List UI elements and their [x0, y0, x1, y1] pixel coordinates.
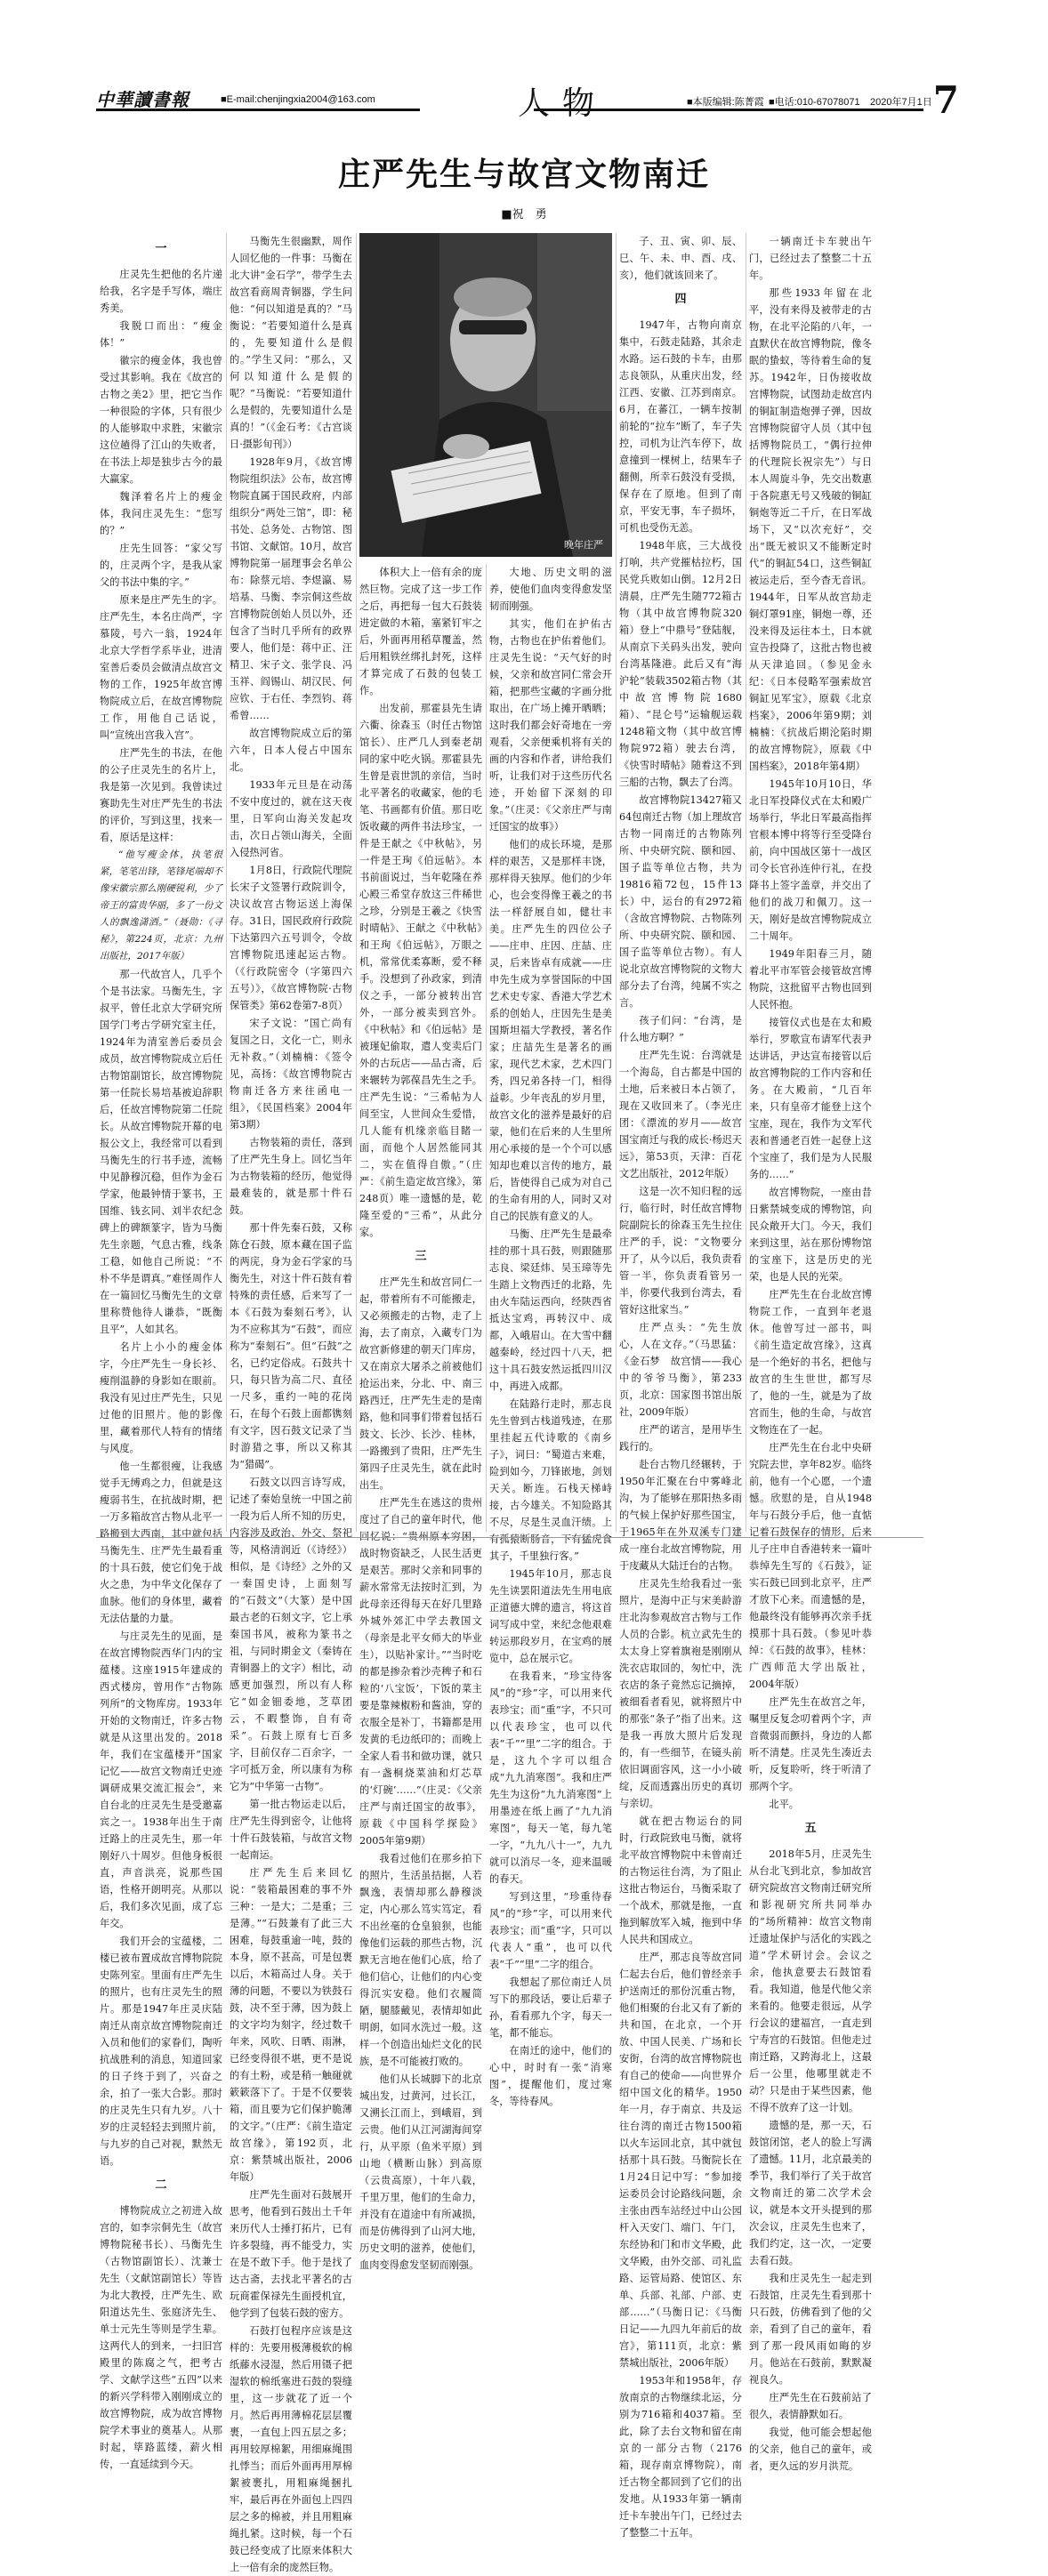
- article-paragraph: 接管仪式也是在太和殿举行，罗歌宣布请军代表尹达讲话，尹达宣布接管以后故宫博物院的工作内容和任务。在大殿前，“几百年来，只有皇帝才能登上这个宝座，现在，我作为文军代表和普通老百姓一起登上这个宝座了，我们是为人民服务的……”: [749, 1017, 872, 1180]
- article-paragraph: 1928年9月，《故宫博物院组织法》公布，故宫博物院直属于国民政府，内部组织分“两处三馆”，即：秘书处、总务处、古物馆、图书馆、文献馆。10月，故宫博物院第一届理事会名单公布：除蔡元培、李煜瀛、易培基、马衡、李宗侗这些故宫博物院创始人员以外，还包含了当时几乎所有的政界要人，他们是：蒋中正、汪精卫、宋子文、张学良、冯玉祥、阎锡山、胡汉民、何应钦、于右任、李烈钧、蒋希曾……: [230, 456, 352, 721]
- article-paragraph: 在南迁的途中，他们的心中，时时有一张“消寒图”，提醒他们，度过寒冬，等待春风。: [489, 2045, 612, 2107]
- article-paragraph: 庄严先生的书法，在他的公子庄灵先生的名片上，我是第一次见到。我曾读过赛助先生对庄严先生的书法的评价，写到这里，找来一看，原话是这样：: [100, 747, 222, 843]
- article-paragraph: 徽宗的瘦金体，我也曾受过其影响。我在《故宫的古物之美2》里，把它当作一种很险的字体，只有很少的人能够取中求胜，宋徽宗这位趟得了江山的失败者，在书法上却是独步古今的最大赢家。: [100, 355, 222, 485]
- article-paragraph: 庄严先生后来回忆说：“装箱最困难的事不外三种：一是大；二是重；三是薄。”“石鼓兼有了此三大困难，每鼓重逾一吨，鼓的本身，原不甚高，可是包裹以后，木箱高过人身。关于薄的问题，不要以为铁鼓石鼓，决不至于薄，因为鼓上的文字均为刻字，经过数千年来，风吹、日晒、雨淋，已经变得很不堪，更不是说的有土粉，或是稍一触碰就簌簌落下了。于是不仅要装箱，而且要为它们保护脆薄的文字。”（庄严：《前生造定故宫缘》，第192页，北京：紫禁城出版社，2006年版）: [230, 1867, 352, 2183]
- article-paragraph: 庄灵先生给我看过一张照片，是海中正与宋美龄游庄北沟参观故宫古物与工作人员的合影。杭立武先生的太太身上穿着旗袍是刚刚从洗衣店取回的，匆忙中，洗衣店的条子竟然忘记摘掉，被细看者看见，就将照片中的那张“条子”指了出来。这是我一再放大照片后发现的，有一些细节，在镜头前依旧调面容风，这一小小破绽，反而透露出历史的真切与亲切。: [619, 1578, 742, 1809]
- article-column-1: [100, 233, 222, 2470]
- photo-caption: 晚年庄严: [564, 540, 603, 551]
- article-paragraph: “他写瘦金体，执笔很紧，笔笔出锋，笔锋尾端却不像宋徽宗那么刚硬锐利，少了帝王的富贵华丽，多了一份文人的飘逸潇洒。”（聂勋：《寻秘》，第224页，北京：九州出版社，2017年版）: [100, 849, 222, 962]
- article-paragraph: 一辆南迁卡车驶出午门，已经过去了整整二十五年。: [749, 236, 872, 281]
- article-paragraph: 第一批古物运走以后，庄严先生得到密令，让他将十件石鼓装箱，与故宫文物一起南运。: [230, 1799, 352, 1861]
- section-heading: 四: [674, 293, 687, 306]
- page-bottom-rule: [96, 1537, 923, 1538]
- article-paragraph: 1953年和1958年，存放南京的古物继续北运，分别为716箱和4037箱。至此，除了去台文物和留在南京的一部分古物（2176箱，现存南京博物院），南迁古物全都回到了它们的出发地。从1933年第一辆南迁卡车驶出午门，已经过去了整整二十五年。: [619, 2375, 742, 2539]
- editor-email: ■E-mail:chenjingxia2004@163.com: [221, 94, 375, 105]
- masthead-rule-right: [534, 109, 923, 111]
- article-column-5: [619, 233, 742, 2539]
- article-paragraph: 在陆路行走时，那志良先生曾到古栈道残迹，在那里挂起五代诗歌的《南乡子》，词曰：“蜀道古来难，险到如今，刀锋嵌地，剑划天关。断连。石栈天梯峙接，古今雄关。不知险路其不尽，尽是生灵血汗绩。上有孤猿断肠音，下有猛虎食其子，千里独行客。”: [489, 1398, 612, 1562]
- article-paragraph: 庄先生回答：“家父写的，庄灵两个字，是我从家父的书法中集的字。”: [100, 543, 222, 588]
- article-paragraph: 他一生都很瘦，让我感觉手无缚鸡之力，但就是这瘦弱书生，在抗战时期，把一万多箱故宫古物从北平一路搬到大西南，其中就包括马衡先生、庄严先生最看重的十具石鼓，使它们免于战火之患，为中华文化保存了血脉。他们的身体里，藏着无法估量的力量。: [100, 1461, 222, 1624]
- article-paragraph: 1月8日，行政院代理院长宋子文签署行政院训令，决议故宫古物运送上海保存。31日，国民政府行政院下达第四六五号训令，令故宫博物院迅速起运古物。（《行政院密令（字第四六五号）》，《故宫博物院·古物保管类》第62卷第7-8页）: [230, 865, 352, 1011]
- article-paragraph: 魏泽着名片上的瘦金体，我问庄灵先生：“您写的？”: [100, 491, 222, 536]
- article-paragraph: 1949年阳春三月，随着北平市军管会接管故宫博物院，这批留平古物也回到人民怀抱。: [749, 948, 872, 1010]
- article-paragraph: 我脱口而出：“瘦金体！”: [100, 320, 222, 349]
- article-paragraph: 庄严先生在石鼓前站了很久，表情静默如石。: [749, 2392, 872, 2420]
- article-column-4: [489, 564, 612, 2107]
- article-paragraph: 在我看来，“珍宝待客风”的“珍”字，可以用来代表珍宝；而“重”字，不只可以代表珍宝，也可以代表“千”“里”二字的组合。于是，这九个字可以组合成“九九消寒图”。我和庄严先生为这份“九九消寒图”上用墨迹在纸上画了“九九消寒图”，每天一笔，每九笔一字，“九九八十一”，九九就可以消尽一冬，迎来温暖的春天。: [489, 1670, 612, 1885]
- article-paragraph: 古物装箱的责任，落到了庄严先生身上。回忆当年为古物装箱的经历，他觉得最难装的，就是那十件石鼓。: [230, 1137, 352, 1216]
- article-paragraph: 名片上小小的瘦金体字，今庄严先生一身长衫、瘦削温静的身影如在眼前。我没有见过庄严先生，只见过他的旧照片。他的影像里，藏着那代人特有的情绪与风度。: [100, 1341, 222, 1454]
- article-paragraph: 庄严先生面对石鼓展开思考，他看到石鼓出土千年来历代人士捶打拓片，已有许多裂缝，再不能受力，实在是不敢下手。他于是找了达古斋，去找北平著名的古玩商霍保禄先生面授机宜，他学到了包装石鼓的密方。: [230, 2189, 352, 2319]
- article-paragraph: 庄严先生在台北中央研究院去世，享年82岁。临终前，他有一个心愿，一个遗憾。欣慰的是，自从1948年与石鼓分手后，他一直惦记着石鼓保存的情形，后来儿子庄申自香港转来一篇叶恭绰先生写的《石鼓》，证实石鼓已回到北京平，庄严才放下心来。而遗憾的是，他最终没有能够再次亲手抚摸那十具石鼓。（参见叶恭绰：《石鼓的故事》，桂林：广西师范大学出版社，2004年版）: [749, 1442, 872, 1690]
- page-editor: ■本版编辑:陈菁霞: [687, 97, 764, 108]
- article-column-6: [749, 233, 872, 2472]
- article-paragraph: 孩子们问：“台湾，是什么地方啊？”: [619, 1015, 742, 1043]
- article-paragraph: 我和庄灵先生一起走到石鼓馆，庄灵先生看到那十只石鼓，仿佛看到了他的父亲，看到了自己的童年，看到了那一段风雨如晦的岁月。他站在石鼓前，默默凝视良久。: [749, 2273, 872, 2386]
- article-paragraph: 故宫博物院13427箱又64包南迁古物（加上理故宫古物一同南迁的古物陈列所、中央研究院、颐和园、国子监等单位古物，共为19816箱72包，15件13长）中，运台的有2972箱（含故宫博物院、古物陈列所、中央研究院、颐和园、国子监等单位古物）。有人说北京故宫博物院的文物大部分去了台湾，纯属不实之言。: [619, 794, 742, 1009]
- section-heading: 一: [155, 242, 167, 255]
- article-paragraph: 1947年，古物向南京集中，石鼓走陆路，其余走水路。运石鼓的卡车，由那志良领队，从重庆出发，经江西、安徽、江苏到南京。6月，在蕃江，一辆车按制前轮的“拉车”断了，车子失控，司机为让汽车停下，故意撞到一棵树上，结果车子翻侧，所幸石鼓没有受损，保存在了原地。但到了南京，平安无事，车子损坏，可机也受伤无恙。: [619, 319, 742, 534]
- article-paragraph: 那些1933年留在北平，没有来得及被带走的古物，在北平沦陷的八年，一直默伏在故宫博物院，像冬眠的蛰蚁，等待着生命的复苏。1942年，日伪接收故宫博物院，试图劫走故宫内的铜缸制造炮弹子弹，因故宫博物院留守人员（其中包括博物院员工，“偶行拉伸的代理院长祝宗先”）与日本人周旋斗争，先交出数惠于各院惠无号又残破的铜缸铜炮等近二千斤，在日军战场下，又“以次充好”，交出“既无被识又不能断定时代”的铜缸54口，这些铜缸被运走后，至今杳无音讯。1944年，日军从故宫劫走铜灯罩91座，铜炮一尊，还没来得及运往本土，日本就宣告投降了，这批古物也被从天津追回。（参见金永纪：《日本侵略军强索故宫铜缸见军宝》，原载《北京档案》，2006年第9期；刘楠楠：《抗战后期沦陷时期的故宫博物院》，原载《中国档案》，2018年第4期）: [749, 287, 872, 772]
- article-paragraph: 石鼓文以四言诗写成，记述了秦始皇统一中国之前一段为后人所不知的历史，内容涉及政治、外交、祭祀等，风格清润近（《诗经》）相似，是《诗经》之外的又一秦国史诗，上面刻写的“石鼓文”（大篆）是中国最古老的石刻文字，它上承秦国书风，被称为篆书之祖，与同时期金文（秦铸在青铜器上的文字）相比，动感更加强烈，所以有人称它“如金钿委地，芝草团云，不暇整饰，自有奇采”。石鼓上原有七百多字，目前仅存二百余字，一字可抵万金，所以康有为称它为“中华第一古物”。: [230, 1477, 352, 1792]
- article-paragraph: 原来是庄严先生的字。庄严先生，本名庄尚严，字慕陵，号六一翁，1924年北京大学哲学系毕业，进清室善后委员会做清点故宫文物的工作，1925年故宫博物院成立后，在故宫博物院工作，用他自己话说，叫“宣统出宫我入宫”。: [100, 594, 222, 741]
- section-heading: 三: [415, 1250, 427, 1263]
- article-column-3: [359, 564, 482, 2271]
- article-paragraph: 1945年10月，那志良先生读罢阳道法先生用电底正道德大牌的遗言，将这首词写成中堂，来纪念他艰难转运那段岁月，在宝鸡的展览中，总在展示它。: [489, 1568, 612, 1664]
- article-paragraph: 就在把古物运台的同时，行政院致电马衡，就将北平故宫博物院中未曾南迁的古物运往台湾，为了阻止这批古物运台，马衡采取了一个战术，那就是拖，一直拖到解放军入城，拖到中华人民共和国成立。: [619, 1815, 742, 1945]
- article-paragraph: 石鼓打包程序应该是这样的：先要用极薄极软的棉纸藤水浸湿，然后用镊子把湿软的棉纸塞进石鼓的裂缝里，这一步就花了近一个月。然后再用薄棉花层层覆裹，一直包上四五层之多；再用较厚棉絮，用细麻绳围扎悸当；而后外面再用厚棉絮被裹扎，用粗麻绳捆扎牢，最后再在外面包上四四层之多的棉被，并且用粗麻绳扎紧。这时候，每一个石鼓已经变成了比原来体积大上一倍有余的庞然巨物。: [230, 2325, 352, 2573]
- article-paragraph: 大地、历史文明的滋养，使他们血肉变得愈发坚韧而刚强。: [489, 567, 612, 612]
- section-title: 人物: [518, 85, 608, 122]
- newspaper-brand-logo: 中華讀書報: [96, 89, 189, 110]
- article-paragraph: 1948年底，三大战役打响，共产党摧枯拉朽，国民党兵败如山倒。12月2日清晨，庄严先生随772箱古物（其中故宫博物院320箱）登上“中鼎号”登陆舰，从南京下关码头出发，驶向台湾基隆港。此后又有“海沪轮”装载3502箱古物（其中故宫博物院1680箱）、“昆仑号”运输舰运载1248箱文物（其中故宫博物院972箱）驶去台湾，《快雪时晴帖》随着这不到三船的古物，飘去了台湾。: [619, 540, 742, 788]
- article-paragraph: 1945年10月10日，华北日军投降仪式在太和殿广场举行，华北日军最高指挥官根本博中将等行至受降台前，向中国战区第十一战区司令长官孙连仲行礼，在投降书上签字盖章，并交出了他们的战刀和佩刀。这一天，刚好是故宫博物院成立二十周年。: [749, 778, 872, 942]
- article-paragraph: 与庄灵先生的见面，是在故宫博物院西华门内的宝蕴楼。这座1915年建成的西式楼房，曾用作“古物陈列所”的文物库房。1933年开始的文物南迁，许多古物就是从这里出发的。2018年，我们在宝蕴楼开“国家记忆——故宫文物南迁史迹调研成果交流汇报会”，来自台北的庄灵先生是受邀嘉宾之一。1938年出生于南迁路上的庄灵先生，那一年刚好八十周岁。但他身板很直，声音洪亮，说那些国语，性格开朗明亮。从那以后，我们多次见面，成了忘年交。: [100, 1630, 222, 1929]
- article-byline: ■祝 勇: [501, 208, 547, 221]
- article-paragraph: 庄严点头：“先生放心，人在文存。”（马思猛：《金石梦 故宫情——我心中的爷爷马衡》，第233页，北京：国家图书馆出版社，2009年版）: [619, 1322, 742, 1418]
- article-paragraph: 出发前，那霍县先生请六衢、徐森玉（时任古物馆馆长）、庄严几人到秦老胡同的家中吃火锅。那霍县先生曾是袁世凯的亲信，当时北平著名的收藏家，他的毛笔、书画都有价值。那日吃饭收藏的两件书法珍宝，一件是王献之《中秋帖》，另一件是王珣《伯远帖》。本书前面说过，当年乾隆在养心殿三希堂存放这三件稀世之珍，分别是王羲之《快雪时晴帖》、王献之《中秋帖》和王珣《伯远帖》，万眼之机，常常优柔寡断，爱不释手。没想到了孙政家，到清仪之手，一部分被转出宫外，一部分被卖到宫外。《中秋帖》和《伯远帖》是被瑾妃偷取，遣人变卖后门外的古玩店——品古斋，后来辗转为郭葆昌先生之手。庄严先生说：“三希帖为人间至宝，人世间众生爱惜，几人能有机缘亲临目睹一面，而他个人居然能同其二，实在值得自傲。”（庄严：《前生造定故宫缘》，第248页）唯一遗憾的是，乾隆至爱的“三希”，从此分家。: [359, 703, 482, 1238]
- portrait-illustration: [359, 233, 612, 557]
- article-paragraph: 我想起了那位南迁人员写下的那段话，要让后辈子孙，看看那九个字，每天一笔，都不能忘。: [489, 1976, 612, 2039]
- article-paragraph: 体积大上一倍有余的庞然巨物。完成了这一步工作之后，再把每一包大石鼓装进定做的木箱，塞紧钉牢之后，外面再用稻草覆盖，然后用粗铁丝绑扎封死，这样才算完成了石鼓的包装工作。: [359, 567, 482, 696]
- article-paragraph: 他们从长城脚下的北京城出发，过黄河，过长江，又溯长江而上，到峨眉，到云贵。他们从江河湖海间穿行，从平原（鱼米平原）到山地（横断山脉）到高原（云贵高原），十年八载，千里万里，他们的生命力，并没有在道途中有所减损，而是仿佛得到了山河大地，历史文明的滋养，使他们，血肉变得愈发坚韧而刚强。: [359, 2073, 482, 2271]
- article-paragraph: 那十件先秦石鼓，又称陈仓石鼓，原本藏在国子监的两庑，身为金石学家的马衡先生，对这十件石鼓有着特殊的责任感，后来写了一本《石鼓为秦刻石考》，认为不应称其为“石鼓”，而应称为“秦刻石”。但“石鼓”之名，已约定俗成。石鼓共十只，每只皆为高二尺、直径一尺多，重约一吨的花岗石，在每个石鼓上面都镌刻有文字，因石鼓文记录了当时游猎之事，所以又称其为“猎碣”。: [230, 1222, 352, 1470]
- article-headline: 庄严先生与故宫文物南迁: [337, 156, 710, 193]
- article-paragraph: 遗憾的是，那一天，石鼓馆闭馆，老人的脸上写满了遗憾。11月，北京最美的季节，我们举行了关于故宫文物南迁的第二次学术会议，就是本文开头提到的那次会议，庄灵先生也来了，我们约定，这一次，一定要去看石鼓。: [749, 2120, 872, 2266]
- article-paragraph: 我们开会的宝蕴楼，二楼已被布置成故宫博物院院史陈列室。里面有庄严先生的照片，也有庄灵先生的照片。那是1947年庄灵庆陆南迁从南京故宫博物院南迁入员和他们的家眷们，陶听抗战胜利的消息，知道回家的日子终于到了，兴奋之余，拍了一张大合影。那时的庄灵先生只有九岁。八十岁的庄灵轻轻去到照片前，与九岁的自己对视，默然无语。: [100, 1936, 222, 2167]
- portrait-photo: [359, 233, 612, 557]
- article-paragraph: 博物院成立之初进入故宫的，如李宗侗先生（故宫博物院秘书长）、马衡先生（古物馆副馆长）、沈兼士先生（文献馆副馆长）等皆为北大教授，庄严先生、欧阳道达先生、张庭济先生、单士元先生等则是学生辈。这两代人的到来，一扫旧宫殿里的陈腐之气，把考古学、文献学这些“五四”以来的新兴学科带入刚刚成立的故宫博物院，成为故宫博物院学术事业的奠基人。从那时起，筚路蓝缕，薪火相传，一直延续到今天。: [100, 2205, 222, 2470]
- column-divider: [226, 233, 227, 1532]
- article-paragraph: 庄严，那志良等故宫同仁起去台后，他们曾经亲手护送南迁的那份沉重古物，他们相聚的台北又有了新的共和国，在北京，一个开放、中国人民美、广场和长安街，台湾的故宫博物院也有自己的使命——向世界介绍中国文化的精华。1950年一月，存于南京、共及运往台湾的南迁古物1500箱以火车运回北京，其中就包括那十具石鼓。马衡院长在1月24日记中写：“参加接运委员会讨论路线问题，余主张由西车站经过中山公园杆入天安门、端门、午门，东经协和门和市文华殿，此文华殿，由外交部、司礼监路、运管局路、使馆区、东单、兵部、礼部、户部、吏部……”（马衡日记：《马衡日记——九四九年前后的故宫》，第111页，北京：紫禁城出版社，2006年版）: [619, 1952, 742, 2369]
- column-divider: [356, 233, 357, 1532]
- article-paragraph: 宋子文说：“国亡尚有复国之日，文化一亡，则永无补救。”（刘楠楠：《签令见，高扬：《故宫博物院古物南迁各方来往函电一组》，《民国档案》2004年第3期）: [230, 1018, 352, 1131]
- article-paragraph: 赴台古物几经辗转，于1950年汇聚在台中雾峰北沟，为了能够在那阳热多雨的气候上保护好那些国宝，于1965年在外双溪专门建成一座台北故宫博物院，用于庋藏从大陆迁台的古物。: [619, 1459, 742, 1572]
- masthead: [96, 78, 959, 123]
- article-paragraph: 北平。: [769, 1799, 799, 1810]
- article-column-2: [230, 233, 352, 2573]
- article-paragraph: 他们的成长环境，是那样的艰苦，又是那样丰饶，那样得天独厚。他们的少年心，也会变得像王羲之的书法一样舒展自如，健壮丰美。庄严先生的四位公子——庄申、庄因、庄喆、庄灵，后来皆卓有成就——庄申先生成为享誉国际的中国艺术史专家、香港大学艺术系的创始人，庄因先生是美国斯坦福大学教授，著名作家；庄喆先生是著名的画家，现代艺术家，艺术四门秀，四兄弟各持一门，相得益彰。少年丧乱的岁月里，故宫文化的滋养是最好的启蒙，他们在后来的人生里所用心承接的是一个个可以感知却也难以言传的地方，最后，皆使得自己成为对自己的生命有用的人，同时又对自己的民族有意义的人。: [489, 839, 612, 1222]
- section-heading: 二: [155, 2178, 167, 2192]
- article-paragraph: 庄灵先生把他的名片递给我，名字是手写体，端庄秀美。: [100, 269, 222, 314]
- article-paragraph: 这是一次不知归程的远行，临行时，时任故宫博物院副院长的徐森玉先生拉住庄严的手，说：“文物要分开了，从今以后，我负责看管一半，你负责看管另一半，你要代我到台湾去，看管好这批家当。”: [619, 1186, 742, 1316]
- article-paragraph: 庄严先生在故宫之年，嘱里反复念叨着两个字，声音微弱而颤抖，身边的人都听不清楚。庄灵先生凑近去听，反复聆听，终于听清了那两个字。: [749, 1696, 872, 1792]
- article-paragraph: 故宫博物院成立后的第六年，日本人侵占中国东北。: [230, 728, 352, 773]
- article-paragraph: 马衡先生很幽默，周作人回忆他的一件事：马衡在北大讲“金石学”，带学生去故宫看商周青铜器，学生问他：“何以知道是真的？”马衡说：“若要知道什么是真的，先要知道什么是假的。”学生又问：“那么，又何以知道什么是假的呢？”马衡说：“若要知道什么是假的，先要知道什么是真的！”（《金石考：《古宫谈日·摄影旬刊》）: [230, 236, 352, 450]
- article-paragraph: 1933年元旦是在动荡不安中度过的，就在这天夜里，日军向山海关发起攻击，次日占领山海关，全面入侵热河省。: [230, 779, 352, 858]
- column-divider: [616, 233, 617, 1532]
- section-heading: 五: [804, 1822, 817, 1835]
- article-paragraph: 写到这里，“珍重待春风”的“珍”字，可以用来代表珍宝；而“重”字，只可以代表人“重”，也可以代表“千”“里”二字的组合。: [489, 1891, 612, 1970]
- article-paragraph: 庄严的诺言，是用毕生践行的。: [619, 1424, 742, 1453]
- article-paragraph: 庄严先生和故宫同仁一起，带着所有不可能搬走，又必须搬走的古物，走了上海，去了南京，入藏专门为故宫新修建的朝天门库房，又在南京大屠杀之前被他们抢运出来，分北、中、南三路西迁，庄严先生走的是南路，他和同事们带着包括石鼓文、长沙、长沙、桂林，一路搬到了贵阳，庄严先生第四子庄灵先生，就在此时出生。: [359, 1276, 482, 1491]
- article-paragraph: 我看过他们在那乡拍下的照片，生活虽拮据，人若飘逸，表情却那么静穆淡定，内心那么笃实笃定，看不出丝毫的仓皇狼狈，也能像他们运载的那些古物，沉默无言地在他们心底，给了他们信心，让他们的内心变得沉实安稳。他们衣履简陋，腿膝戴见，表情却如此明朗，如同水洗过一般。这样一个创造出灿烂文化的民族，是不可能被打败的。: [359, 1853, 482, 2067]
- article-paragraph: 2018年5月，庄灵先生从台北飞到北京，参加故宫研究院故宫文物南迁研究所和影视研究所共同举办的“场所精神：故宫文物南迁遗址保护与活化的实践之道”学术研讨会。会议之余，他执意要去石鼓馆看看。我知道，他是代他父亲来看的。他要走很远，从学行会议的建福宫，一直走到宁寿宫的石鼓馆。但他走过南迁路，又跨海北上，这最后一公里，他哪里就走不动？只是由于某些因素，他不得不放弃了这一计划。: [749, 1848, 872, 2113]
- masthead-rule-left: [96, 109, 420, 111]
- article-paragraph: 我觉，他可能会想起他的父亲，他自己的童年，或者，更久远的岁月洪荒。: [749, 2427, 872, 2472]
- article-paragraph: 庄严先生说：台湾就是一个海岛，自古都是中国的土地，后来被日本占领了，现在又收回来了。（李光庄团：《漂流的岁月——故宫国宝南迁与我的成长·杨迟天远》，第53页，天津：百花文艺出版社，2012年版）: [619, 1050, 742, 1179]
- article-paragraph: 子、丑、寅、卯、辰、巳、午、未、申、酉、戌、亥），他们就该回来了。: [619, 236, 742, 281]
- article-paragraph: 马衡、庄严先生是最牵挂的那十具石鼓，则跟随那志良、梁廷炜、吴玉璋等先生踏上文物西迁的北路，先由火车陆运西向，经陕西省抵达宝鸡，再转汉中、成都，入峨眉山。在大雪中翻越秦岭，经过四十八天，把这十具石鼓安然运抵四川汉中，再进入成都。: [489, 1228, 612, 1392]
- page-number: 7: [932, 78, 959, 122]
- column-divider: [486, 564, 487, 1532]
- article-paragraph: 其实，他们在护佑古物，古物也在护佑着他们。庄灵先生说：“天气好的时候，父亲和故宫同仁常会开箱，把那些宝藏的字画分批取出，在广场上摊开晒晒；这时我们都会好奇地在一旁观看，父亲便乘机将有关的画的内容和作者，讲给我们听，让我们对于这些历代名迹，开始留下深刻的印象。”（庄灵：《父亲庄严与南迁国宝的故事》）: [489, 618, 612, 833]
- editor-phone: ■电话:010-67078071: [769, 97, 860, 108]
- article-paragraph: 庄严先生在台北故宫博物院工作，一直到年老退休。他曾写过一部书，叫《前生造定故宫缘》，这真是一个绝好的书名，把他与故宫的生生世世，都写尽了，他的一生，就是为了故宫而生，他的生命，与故宫文物连在了一起。: [749, 1289, 872, 1436]
- article-paragraph: 故宫博物院，一座由昔日紫禁城变成的博物馆，向民众敞开大门。今天，我们来到这里，站在那份博物馆的宝座下，这是历史的光荣，也是人民的光荣。: [749, 1187, 872, 1283]
- article-paragraph: 那一代故宫人，几乎个个是书法家。马衡先生，字叔平，曾任北京大学研究所国学门考古学研究室主任，1924年为清室善后委员会成员，故宫博物院成立后任古物馆副馆长，故宫博物院第一任院长易培基被迫辞职后，任故宫博物院第二任院长。从故宫博物院开幕的电报公文上，我经常可以看到马衡先生的行书手迹，流畅中见静穆沉稳，但作为金石学家，他最钟情于篆书，王国维、钱玄同、刘半农纪念碑上的碑额篆字，皆为马衡先生亲题，气息古雅，线条工稳，如他自己所说：“不朴不华是谓真。”难怪周作人在一篇回忆马衡先生的文章里称赞他待人谦恭，“既衡且平”，人如其名。: [100, 969, 222, 1335]
- issue-date: 2020年7月1日: [870, 97, 932, 108]
- article-paragraph: 庄严先生在逃这的贵州度过了自己的童年时代，他回忆说：“贵州原本穷困，战时物资缺乏，人民生活更是艰苦。那时父亲和同事的薪水常常无法按时汇到，为此母亲还得每天在好几里路外城外郊汇中学去教国文（母亲是北平女师大的毕业生），以贴补家计。”“当时吃的都是掺杂着沙壳稗子和石粒的‘八宝饭’，下饭的菜主要是靠辣椒粉和酱油，穿的衣服全是补丁，书籍都是用发黄的毛边纸印的；而晚上全家人看书和做功课，就只有一盏桐烧菜油和灯芯草的‘灯碗’……”（庄灵：《父亲庄严与南迁国宝的故事》，原载《中国科学探险》2005年第9期）: [359, 1497, 482, 1847]
